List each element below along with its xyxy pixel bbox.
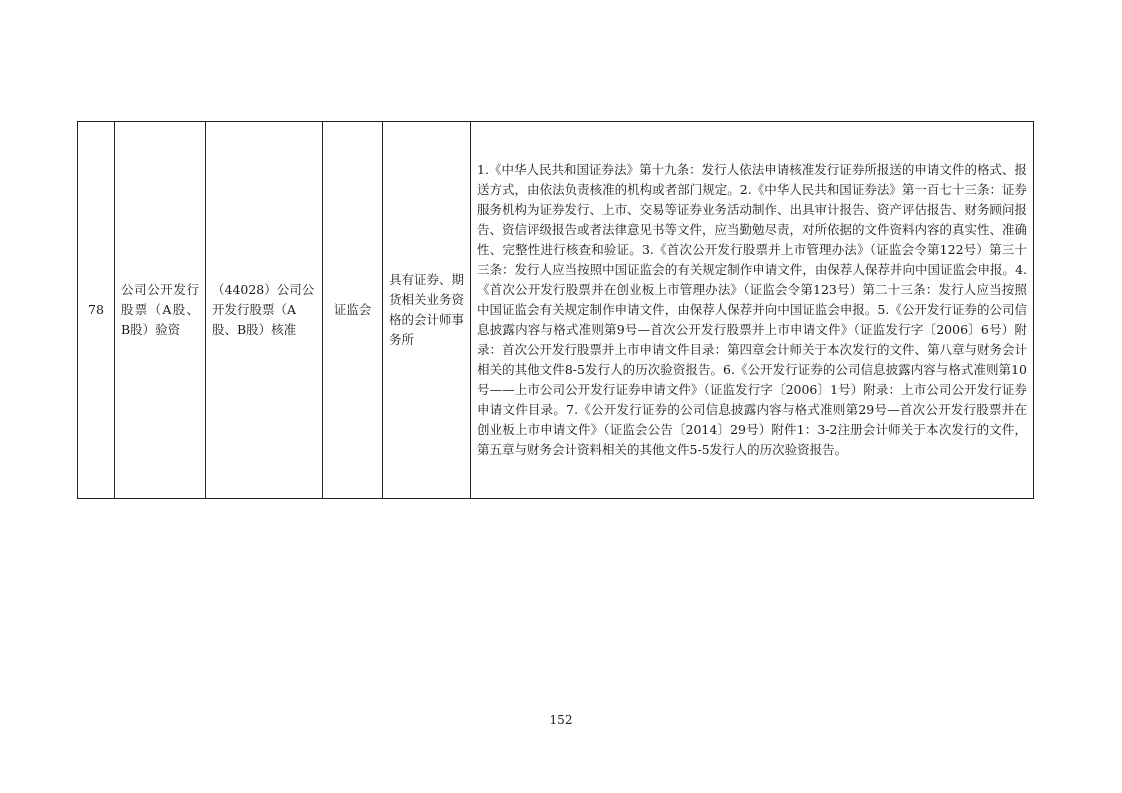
table-row <box>78 122 1034 499</box>
service-item-table <box>77 121 1034 499</box>
legal-basis-text: 1.《中华人民共和国证券法》第十九条：发行人依法申请核准发行证券所报送的申请文件的格式、报送方式，由依法负责核准的机构或者部门规定。2.《中华人民共和国证券法》第一百七十三条：证券服务机构为证券发行、上市、交易等证券业务活动制作、出具审计报告、资产评估报告、财务顾问报告、资信评级报告或者法律意见书等文件，应当勤勉尽责，对所依据的文件资料内容的真实性、准确性、完整性进行核查和验证。3.《首次公开发行股票并上市管理办法》（证监会令第122号）第三十三条：发行人应当按照中国证监会的有关规定制作申请文件，由保荐人保荐并向中国证监会申报。4.《首次公开发行股票并在创业板上市管理办法》（证监会令第123号）第二十三条：发行人应当按照中国证监会有关规定制作申请文件，由保荐人保荐并向中国证监会申报。5.《公开发行证券的公司信息披露内容与格式准则第9号—首次公开发行股票并上市申请文件》（证监发行字〔2006〕6号）附录：首次公开发行股票并上市申请文件目录：第四章会计师关于本次发行的文件、第八章与财务会计相关的其他文件8-5发行人的历次验资报告。6.《公开发行证券的公司信息披露内容与格式准则第10号——上市公司公开发行证券申请文件》（证监发行字〔2006〕1号）附录：上市公司公开发行证券申请文件目录。7.《公开发行证券的公司信息披露内容与格式准则第29号—首次公开发行股票并在创业板上市申请文件》（证监会公告〔2014〕29号）附件1：3-2注册会计师关于本次发行的文件，第五章与财务会计资料相关的其他文件5-5发行人的历次验资报告。 <box>477 162 1028 457</box>
row-number-cell: 78 <box>78 122 115 499</box>
item-name-cell: 公司公开发行股票（A股、B股）验资 <box>115 122 206 499</box>
department-cell: 证监会 <box>323 122 383 499</box>
legal-basis-cell <box>471 122 1034 499</box>
qualification-cell: 具有证券、期货相关业务资格的会计师事务所 <box>383 122 471 499</box>
page-number: 152 <box>549 713 573 727</box>
approval-type-cell: （44028）公司公开发行股票（A股、B股）核准 <box>206 122 323 499</box>
